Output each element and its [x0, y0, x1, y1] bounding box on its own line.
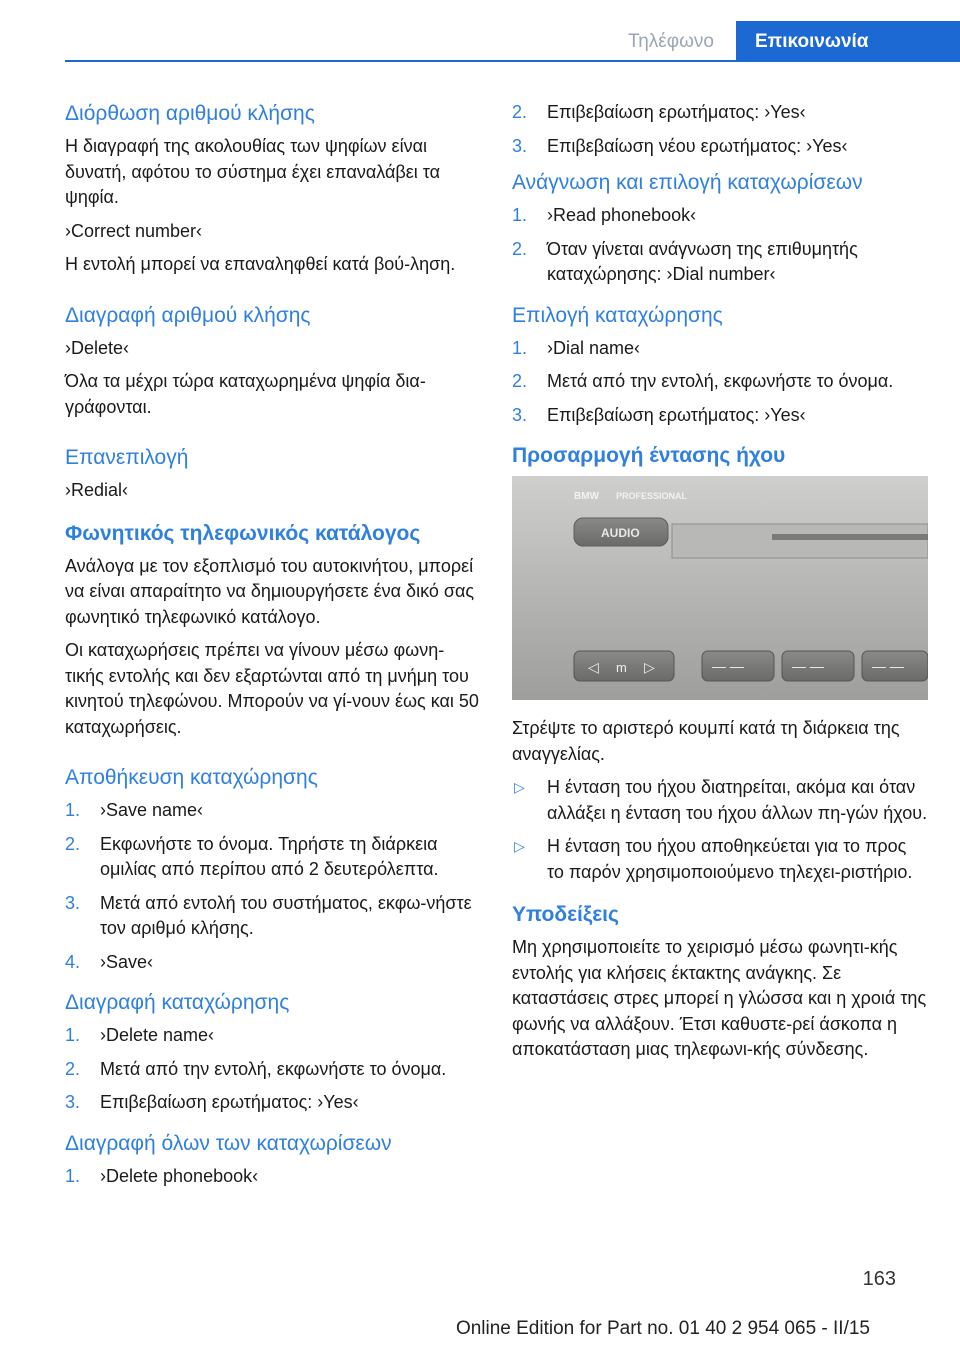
- heading-delete-all-entries: Διαγραφή όλων των καταχωρίσεων: [65, 1131, 392, 1155]
- heading-voice-phonebook: Φωνητικός τηλεφωνικός κατάλογος: [65, 521, 421, 545]
- triangle-bullet-icon: ▷: [514, 779, 525, 795]
- list-item: 3. Μετά από εντολή του συστήματος, εκφω‐νήστε τον αριθμό κλήσης.: [65, 892, 472, 938]
- header-rule: [65, 60, 960, 62]
- list-item: 2. Μετά από την εντολή, εκφωνήστε το όνομα.: [512, 371, 894, 391]
- triangle-bullet-icon: ▷: [514, 838, 525, 854]
- heading-delete-number: Διαγραφή αριθμού κλήσης: [65, 303, 311, 327]
- list-item: 1. ›Save name‹: [65, 800, 204, 820]
- command-text: ›Correct number‹: [65, 220, 203, 241]
- edition-note: Online Edition for Part no. 01 40 2 954 065 - II/15: [455, 1318, 870, 1339]
- list-item: 2. Όταν γίνεται ανάγνωση της επιθυμητής καταχώρησης: ›Dial number‹: [512, 238, 858, 284]
- radio-panel-photo: [512, 476, 928, 700]
- cd-slot: [772, 534, 928, 540]
- list-item: 1. ›Dial name‹: [512, 337, 641, 358]
- svg-text:◁: ◁: [588, 659, 599, 675]
- heading-adjust-volume: Προσαρμογή έντασης ήχου: [512, 444, 786, 467]
- list-item: 1. ›Read phonebook‹: [512, 205, 697, 225]
- list-item: 3. Επιβεβαίωση νέου ερωτήματος: ›Yes‹: [512, 135, 848, 156]
- model-label: PROFESSIONAL: [616, 491, 688, 501]
- svg-text:— —: — —: [792, 658, 824, 674]
- page-footer: [0, 1268, 960, 1362]
- list-item: 1. ›Delete phonebook‹: [65, 1165, 259, 1186]
- radio-panel-illustration: [512, 476, 928, 700]
- heading-select-entry: Επιλογή καταχώρησης: [512, 303, 723, 327]
- svg-text:— —: — —: [712, 658, 744, 674]
- paragraph: Ανάλογα με τον εξοπλισμό του αυτοκινήτου, μπορεί να είναι απαραίτητο να δημιουργήσετε ένα δικό σας φωνητικό τηλεφωνικό κατάλογο.: [65, 555, 475, 627]
- brand-label: BMW: [574, 491, 599, 502]
- left-column: [65, 100, 479, 1203]
- tab-phone[interactable]: Τηλέφωνο: [628, 31, 714, 52]
- tab-communication[interactable]: Επικοινωνία: [736, 21, 960, 61]
- delete-entry-steps: [65, 1023, 479, 1116]
- list-item: 2. Εκφωνήστε το όνομα. Τηρήστε τη διάρκεια ομιλίας από περίπου από 2 δευτερόλεπτα.: [65, 833, 439, 879]
- list-item: ▷ Η ένταση του ήχου αποθηκεύεται για το προς το παρόν χρησιμοποιούμενο τηλεχει‐ριστήριο.: [514, 836, 913, 882]
- audio-button-label: AUDIO: [601, 526, 640, 540]
- svg-text:— —: — —: [872, 658, 904, 674]
- chapter-tabs: [0, 21, 960, 61]
- list-item: 2. Επιβεβαίωση ερωτήματος: ›Yes‹: [512, 102, 806, 122]
- paragraph: Όλα τα μέχρι τώρα καταχωρημένα ψηφία δια‐γράφονται.: [65, 371, 426, 417]
- command-text: ›Delete‹: [65, 337, 130, 358]
- heading-read-select-entries: Ανάγνωση και επιλογή καταχωρίσεων: [512, 171, 863, 194]
- heading-delete-entry: Διαγραφή καταχώρησης: [65, 991, 290, 1014]
- list-item: 3. Επιβεβαίωση ερωτήματος: ›Yes‹: [512, 404, 806, 425]
- list-item: ▷ Η ένταση του ήχου διατηρείται, ακόμα και όταν αλλάξει η ένταση του ήχου άλλων πη‐γών ήχου.: [514, 777, 928, 823]
- svg-text:▷: ▷: [644, 659, 655, 675]
- svg-text:m: m: [616, 660, 627, 675]
- save-entry-steps: [65, 798, 479, 975]
- paragraph: Στρέψτε το αριστερό κουμπί κατά τη διάρκεια της αναγγελίας.: [512, 718, 900, 764]
- list-item: 2. Μετά από την εντολή, εκφωνήστε το όνομα.: [65, 1058, 447, 1079]
- read-entries-steps: [512, 203, 928, 288]
- command-text: ›Redial‹: [65, 480, 129, 500]
- heading-notes: Υποδείξεις: [512, 903, 619, 926]
- paragraph: Μη χρησιμοποιείτε το χειρισμό μέσω φωνητι‐κής εντολής για κλήσεις έκτακτης ανάγκης. Σε καταστάσεις στρες μπορεί η γλώσσα και η χροιά της φωνής να αλλάξουν. Έτσι καθυστε‐ρεί άσκοπα η αποκατάσταση μιας τηλεφωνι‐κής σύνδεσης.: [512, 937, 927, 1059]
- paragraph: Η εντολή μπορεί να επαναληφθεί κατά βού‐ληση.: [65, 254, 456, 274]
- heading-save-entry: Αποθήκευση καταχώρησης: [65, 766, 318, 789]
- select-entry-steps: [512, 336, 928, 429]
- paragraph: Οι καταχωρήσεις πρέπει να γίνουν μέσω φωνη‐τικής εντολής και δεν εξαρτώνται από τη μνήμη του κινητού τηλεφώνου. Μπορούν να γί‐νουν έως και 50 καταχωρήσεις.: [65, 640, 479, 737]
- list-item: 3. Επιβεβαίωση ερωτήματος: ›Yes‹: [65, 1092, 359, 1112]
- paragraph: Η διαγραφή της ακολουθίας των ψηφίων είναι δυνατή, αφότου το σύστημα έχει επαναλάβει τα ψηφία.: [65, 136, 441, 207]
- right-column: [512, 100, 928, 1071]
- delete-all-steps: [65, 1164, 479, 1190]
- continued-steps: [512, 100, 928, 159]
- page-number: 163: [862, 1268, 896, 1290]
- volume-notes: [512, 775, 928, 885]
- heading-redial: Επανεπιλογή: [65, 446, 189, 469]
- heading-correct-number: Διόρθωση αριθμού κλήσης: [65, 102, 315, 125]
- list-item: 1. ›Delete name‹: [65, 1025, 215, 1045]
- list-item: 4. ›Save‹: [65, 951, 154, 972]
